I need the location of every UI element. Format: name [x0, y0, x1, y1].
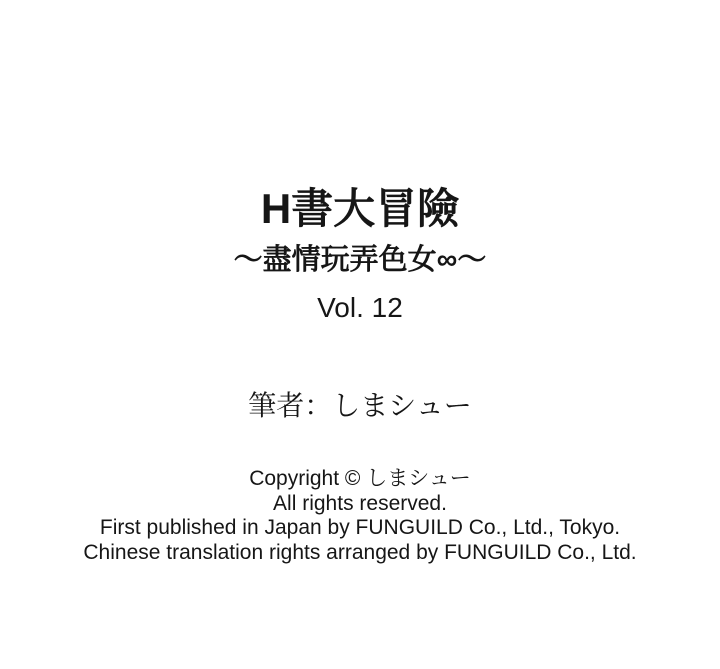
- copyright-line-rights: All rights reserved.: [273, 491, 447, 515]
- copyright-line-translation: Chinese translation rights arranged by FUNGUILD Co., Ltd.: [83, 540, 637, 564]
- copyright-line-publisher: First published in Japan by FUNGUILD Co., Ltd., Tokyo.: [99, 516, 621, 539]
- copyright-block: [0, 467, 720, 565]
- volume-number: Vol. 12: [317, 292, 403, 323]
- copyright-line-holder: Copyright © しまシュー: [249, 467, 471, 490]
- book-subtitle: ～盡情玩弄色女∞～: [233, 244, 487, 276]
- book-title: H書大冒險: [260, 185, 460, 232]
- author-credit: 筆者：しまシュー: [248, 390, 472, 421]
